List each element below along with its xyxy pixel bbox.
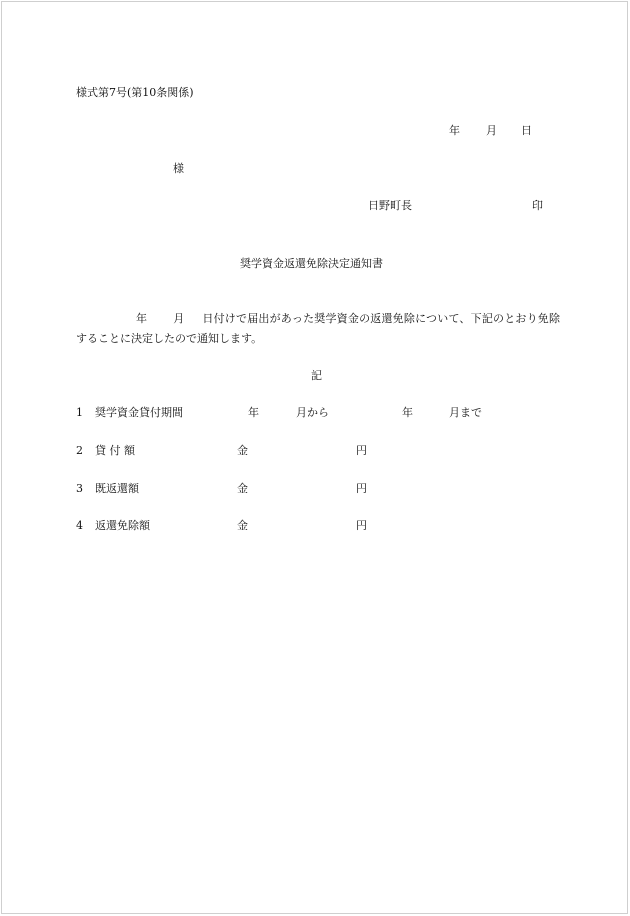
amount-prefix: 金 xyxy=(237,519,248,532)
from-year-label: 年 xyxy=(248,406,259,419)
item-label-already-repaid: 既返還額 xyxy=(95,482,139,495)
body-year-label: 年 xyxy=(136,312,148,325)
body-month-label: 月 xyxy=(173,312,185,325)
ki-heading: 記 xyxy=(311,369,322,382)
amount-prefix: 金 xyxy=(237,482,248,495)
to-year-label: 年 xyxy=(402,406,413,419)
amount-unit: 円 xyxy=(356,519,367,532)
item-label-loan-period: 奨学資金貸付期間 xyxy=(95,406,183,419)
seal-mark: 印 xyxy=(532,199,543,212)
document-title: 奨学資金返還免除決定通知書 xyxy=(240,257,383,270)
body-text: 日付けで届出があった奨学資金の返還免除について、下記のとおり免除することに決定したので通知します。 xyxy=(76,312,561,345)
item-number: 1 xyxy=(76,406,83,419)
item-label-exempted-amount: 返還免除額 xyxy=(95,519,150,532)
item-label-loan-amount: 貸 付 額 xyxy=(95,444,135,457)
amount-prefix: 金 xyxy=(237,444,248,457)
from-month-label: 月から xyxy=(296,406,329,419)
item-number: 4 xyxy=(76,519,83,532)
document-page xyxy=(1,1,628,914)
to-month-label: 月まで xyxy=(449,406,482,419)
issuer-title: 日野町長 xyxy=(368,199,412,212)
addressee-honorific: 様 xyxy=(173,162,184,175)
date-year-label: 年 xyxy=(449,124,460,137)
amount-unit: 円 xyxy=(356,444,367,457)
form-label: 様式第7号(第10条関係) xyxy=(76,86,194,99)
item-number: 3 xyxy=(76,482,83,495)
body-paragraph xyxy=(76,309,560,349)
date-month-label: 月 xyxy=(486,124,497,137)
item-number: 2 xyxy=(76,444,83,457)
date-day-label: 日 xyxy=(521,124,532,137)
amount-unit: 円 xyxy=(356,482,367,495)
